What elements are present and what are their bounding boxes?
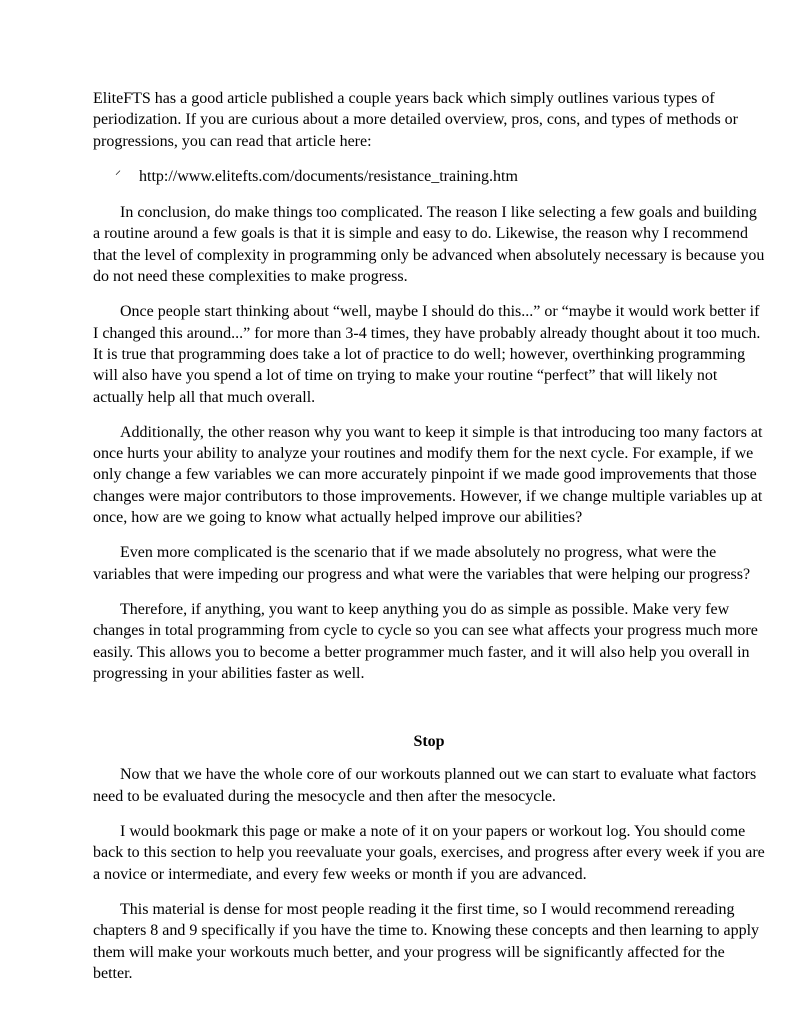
section-heading: Stop bbox=[413, 733, 445, 751]
no-progress-paragraph: Even more complicated is the scenario that if we made absolutely no progress, what were the variables that were impeding our progress and what were the variables that were helping our progress? bbox=[93, 544, 751, 583]
link-list-item bbox=[93, 166, 765, 188]
article-link[interactable]: http://www.elitefts.com/documents/resistance_training.htm bbox=[139, 167, 518, 185]
stop-paragraph-2: I would bookmark this page or make a note of it on your papers or workout log. You should come back to this section to help you reevaluate your goals, exercises, and progress after every week if you are a novice or intermediate, and every few weeks or month if you are advanced. bbox=[93, 823, 765, 883]
conclusion-paragraph: In conclusion, do make things too complicated. The reason I like selecting a few goals and building a routine around a few goals is that it is simple and easy to do. Likewise, the reason why I recommend that the level of complexity in programming only be advanced when absolutely necessary is because you do not need these complexities to make progress. bbox=[93, 204, 765, 286]
simplicity-paragraph: Additionally, the other reason why you want to keep it simple is that introducing too many factors at once hurts your ability to analyze your routines and modify them for the next cycle. For example, if we only change a few variables we can more accurately pinpoint if we made good improvements that those changes were major contributors to those improvements. However, if we change multiple variables up at once, how are we going to know what actually helped improve our abilities? bbox=[93, 423, 763, 527]
summary-paragraph: Therefore, if anything, you want to keep anything you do as simple as possible. Make very few changes in total programming from cycle to cycle so you can see what affects your progress much more easily. This allows you to become a better programmer much faster, and it will also help you overall in progressing in your abilities faster as well. bbox=[93, 600, 758, 682]
bullet-icon: ⸍ bbox=[115, 167, 122, 182]
overthinking-paragraph: Once people start thinking about “well, maybe I should do this...” or “maybe it would work better if I changed this around...” for more than 3-4 times, they have probably already thought about it too much. It is true that programming does take a lot of practice to do well; however, overthinking programming will also have you spend a lot of time on trying to make your routine “perfect” that will likely not actually help all that much overall. bbox=[93, 303, 761, 406]
stop-paragraph-1: Now that we have the whole core of our workouts planned out we can start to evaluate what factors need to be evaluated during the mesocycle and then after the mesocycle. bbox=[93, 766, 757, 805]
document-page bbox=[93, 88, 765, 998]
stop-paragraph-3: This material is dense for most people reading it the first time, so I would recommend rereading chapters 8 and 9 specifically if you have the time to. Knowing these concepts and then learning to apply them will make your workouts much better, and your progress will be significantly affected for the better. bbox=[93, 900, 760, 982]
intro-paragraph: EliteFTS has a good article published a couple years back which simply outlines various types of periodization. If you are curious about a more detailed overview, pros, cons, and types of methods or progressions, you can read that article here: bbox=[93, 90, 738, 150]
